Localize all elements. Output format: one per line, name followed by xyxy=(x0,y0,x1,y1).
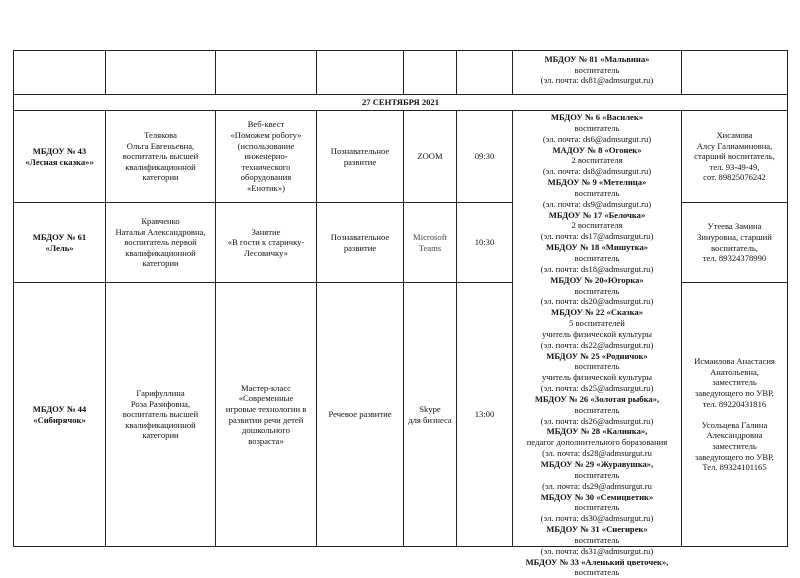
coordinator-cell xyxy=(681,282,788,547)
participant-line: воспитатель xyxy=(574,64,620,75)
participant-line: МБДОУ № 9 «Метелица» xyxy=(547,177,647,188)
teacher-cell xyxy=(105,110,216,203)
coordinator-cell xyxy=(681,202,788,283)
participant-line: (эл. почта: ds8@admsurgut.ru) xyxy=(542,166,652,177)
development-area: Познавательное развитие xyxy=(330,145,390,167)
prev-coordinator-cell xyxy=(681,50,788,95)
participant-line: (эл. почта: ds22@admsurgut.ru) xyxy=(540,339,654,350)
participant-line: 2 воспитателя xyxy=(571,220,623,231)
participant-line: (эл. почта: ds9@admsurgut.ru) xyxy=(542,198,652,209)
participant-line: 5 воспитателей xyxy=(569,318,625,329)
participant-line: (эл. почта: ds26@admsurgut.ru) xyxy=(540,415,654,426)
participant-line: педагог дополнительного боразования xyxy=(526,437,668,448)
event-cell xyxy=(215,282,317,547)
participant-line: (эл. почта: ds81@admsurgut.ru) xyxy=(540,75,654,85)
participant-line: (эл. почта: ds6@admsurgut.ru) xyxy=(542,133,652,144)
participant-line: воспитатель xyxy=(574,534,620,545)
prev-time-cell xyxy=(456,50,513,95)
coordinator: Исмаилова Анастасия Анатольевна, заместитель заведующего по УВР, тел. 89220431816 Усольцева Галина Александровна заместитель заведующего по УВР, Тел. 89324101165 xyxy=(694,356,775,473)
date-header-text: 27 СЕНТЯБРЯ 2021 xyxy=(361,97,440,108)
participant-line: МБДОУ № 81 «Мальвина» xyxy=(544,54,650,64)
coordinator-cell xyxy=(681,110,788,203)
institution-cell xyxy=(13,282,106,547)
area-cell xyxy=(316,110,404,203)
development-area: Речевое развитие xyxy=(328,409,392,420)
participant-line: МБДОУ № 25 «Родничок» xyxy=(546,350,648,361)
event-title: Занятие «В гости к старичку- Лесовичку» xyxy=(227,226,305,258)
platform-cell xyxy=(403,282,457,547)
participant-line: МБДОУ № 28 «Калинка», xyxy=(546,426,648,437)
participant-line: МБДОУ № 20«Югорка» xyxy=(550,274,644,285)
participant-line: (эл. почта: ds29@admsurgut.ru xyxy=(542,480,652,491)
participant-line: воспитатель xyxy=(574,404,620,415)
time-cell xyxy=(456,282,513,547)
participant-line: воспитатель xyxy=(574,285,620,296)
participant-line: (эл. почта: ds20@admsurgut.ru) xyxy=(540,296,654,307)
time: 10:30 xyxy=(474,237,495,248)
development-area: Познавательное развитие xyxy=(330,231,390,253)
participant-line: (эл. почта: ds18@admsurgut.ru) xyxy=(540,263,654,274)
prev-teacher-cell xyxy=(105,50,216,95)
platform: Skype для бизнеса xyxy=(408,403,452,425)
participant-line: МБДОУ № 17 «Белочка» xyxy=(548,209,646,220)
time: 13:00 xyxy=(474,409,495,420)
participant-line: МБДОУ № 18 «Мишутка» xyxy=(545,242,649,253)
participant-line: МБДОУ № 26 «Золотая рыбка», xyxy=(534,393,660,404)
participant-line: учитель физической культуры xyxy=(541,328,653,339)
event-cell xyxy=(215,202,317,283)
platform: Microsoft Teams xyxy=(413,231,447,253)
institution-name: МБДОУ № 43 «Лесная сказка»» xyxy=(25,145,94,167)
participant-line: учитель физической культуры xyxy=(541,372,653,383)
participant-line: воспитатель xyxy=(574,361,620,372)
time-cell xyxy=(456,110,513,203)
teacher-name: Гарифуллина Роза Разифовна, воспитатель высшей квалификационной категории xyxy=(122,388,199,441)
prev-event-cell xyxy=(215,50,317,95)
participant-line: МБДОУ № 31 «Снегирек» xyxy=(546,524,648,535)
participant-line: воспитатель xyxy=(574,187,620,198)
participant-line: МБДОУ № 33 «Аленький цветочек», xyxy=(525,556,669,567)
institution-name: МБДОУ № 44 «Сибирячок» xyxy=(32,403,87,425)
platform-cell xyxy=(403,202,457,283)
prev-institution-cell xyxy=(13,50,106,95)
participant-line: воспитатель xyxy=(574,122,620,133)
institution-cell xyxy=(13,202,106,283)
platform: ZOOM xyxy=(417,151,443,162)
event-cell xyxy=(215,110,317,203)
coordinator: Утеева Замина Зинуровна, старший воспитатель, тел. 89324378990 xyxy=(697,221,772,264)
time: 09:30 xyxy=(474,151,495,162)
participant-line: воспитатель xyxy=(574,252,620,263)
participant-line: МАДОУ № 8 «Огонек» xyxy=(552,144,642,155)
area-cell xyxy=(316,202,404,283)
teacher-name: Телякова Ольга Евгеньевна, воспитатель высшей квалификационной категории xyxy=(122,130,199,183)
prev-platform-cell xyxy=(403,50,457,95)
participant-line: воспитатель xyxy=(574,502,620,513)
participant-line: (эл. почта: ds17@admsurgut.ru) xyxy=(540,231,654,242)
institution-cell xyxy=(13,110,106,203)
time-cell xyxy=(456,202,513,283)
coordinator: Хисамова Алсу Галиаминовна, старший воспитатель, тел. 93-49-49, сот. 89825076242 xyxy=(694,130,775,183)
participant-line: МБДОУ № 30 «Семицветик» xyxy=(540,491,654,502)
participant-line: (эл. почта: ds31@admsurgut.ru) xyxy=(540,545,654,556)
prev-participants-cell xyxy=(512,50,682,95)
prev-area-cell xyxy=(316,50,404,95)
institution-name: МБДОУ № 61 «Лель» xyxy=(32,231,87,253)
participant-line: (эл. почта: ds30@admsurgut.ru) xyxy=(540,513,654,524)
event-title: Веб-квест «Поможем роботу» (использование инженерно- технического оборудования «Енотик») xyxy=(230,119,302,193)
participant-line: (эл. почта: ds25@admsurgut.ru) xyxy=(540,383,654,394)
participants-cell xyxy=(512,110,682,578)
participant-line: МБДОУ № 22 «Сказка» xyxy=(550,307,644,318)
participant-line: воспитатель xyxy=(574,567,620,578)
date-header xyxy=(13,94,788,111)
teacher-name: Кравченко Наталья Александровна, воспитатель первой квалификационной категории xyxy=(115,216,206,269)
teacher-cell xyxy=(105,282,216,547)
platform-cell xyxy=(403,110,457,203)
participant-line: МБДОУ № 29 «Журавушка», xyxy=(540,459,654,469)
event-title: Мастер-класс «Современные игровые технологии в развитии речи детей дошкольного возраста» xyxy=(225,382,307,446)
participant-line: МБДОУ № 6 «Василек» xyxy=(550,112,644,122)
area-cell xyxy=(316,282,404,547)
teacher-cell xyxy=(105,202,216,283)
participant-line: 2 воспитателя xyxy=(571,155,623,166)
participant-line: (эл. почта: ds28@admsurgut.ru xyxy=(542,448,652,459)
participant-line: воспитатель xyxy=(574,469,620,480)
